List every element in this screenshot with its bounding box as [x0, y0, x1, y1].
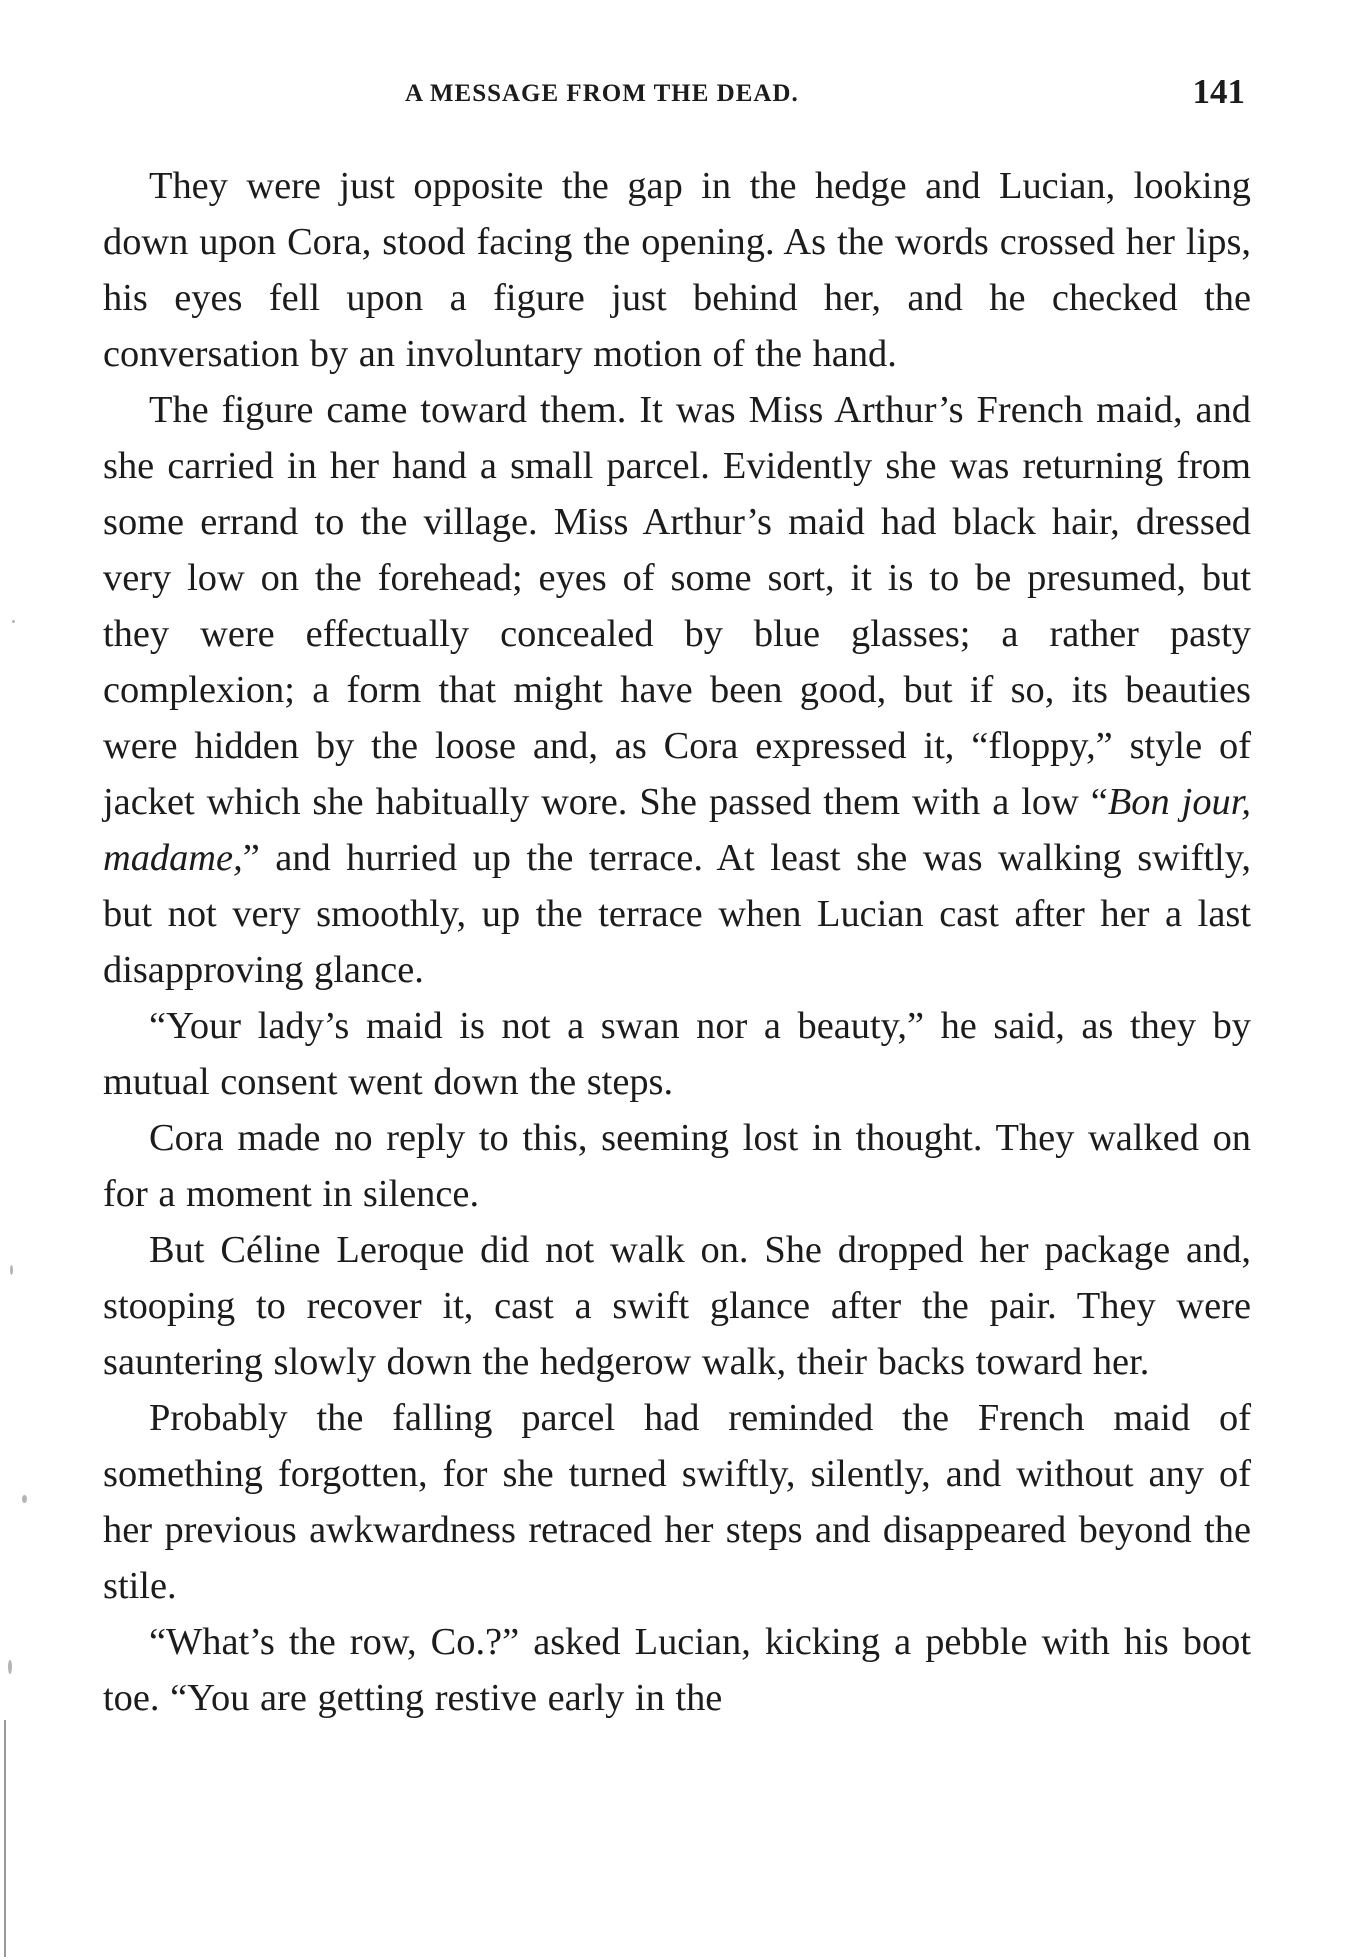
page-header: [405, 72, 1245, 116]
paragraph-2: [103, 382, 1251, 998]
paragraph-3: “Your lady’s maid is not a swan nor a beauty,” he said, as they by mutual consent went down the steps.: [103, 1005, 1251, 1103]
gutter-scan-line: [4, 1720, 6, 1957]
paragraph-2-text-b: ” and hurried up the terrace. At least she was walking swiftly, but not very smoothly, up the terrace when Lucian cast after her a last disapproving glance.: [103, 837, 1251, 991]
paragraph-1: They were just opposite the gap in the hedge and Lucian, looking down upon Cora, stood facing the opening. As the words crossed her lips, his eyes fell upon a figure just behind her, and he checked the conversation by an involuntary motion of the hand.: [103, 165, 1251, 375]
paragraph-5: But Céline Leroque did not walk on. She dropped her package and, stooping to recover it, cast a swift glance after the pair. They were sauntering slowly down the hedgerow walk, their backs toward her.: [103, 1229, 1251, 1383]
paragraph-2-text-a: The figure came toward them. It was Miss Arthur’s French maid, and she carried in her hand a small parcel. Evidently she was returning from some errand to the village. Miss Arthur’s maid had black hair, dressed very low on the forehead; eyes of some sort, it is to be presumed, but they were effectually concealed by blue glasses; a rather pasty complexion; a form that might have been good, but if so, its beauties were hidden by the loose and, as Cora expressed it, “floppy,” style of jacket which she habitually wore. She passed them with a low “: [103, 389, 1251, 823]
paragraph-7: “What’s the row, Co.?” asked Lucian, kicking a pebble with his boot toe. “You are getting restive early in the: [103, 1621, 1251, 1719]
scan-speck: [8, 1660, 12, 1674]
scan-speck: [10, 1265, 13, 1275]
scan-speck: [22, 1495, 27, 1503]
paragraph-6: Probably the falling parcel had reminded the French maid of something forgotten, for she turned swiftly, silently, and without any of her previous awkwardness retraced her steps and disappeared beyond the stile.: [103, 1397, 1251, 1607]
page-number: 141: [1192, 72, 1245, 111]
running-head: A MESSAGE FROM THE DEAD.: [405, 80, 799, 107]
scan-speck: [12, 620, 15, 623]
body-text: [103, 158, 1251, 1726]
paragraph-2-italic: Bon jour, madame,: [103, 781, 1251, 879]
paragraph-4: Cora made no reply to this, seeming lost in thought. They walked on for a moment in silence.: [103, 1117, 1251, 1215]
